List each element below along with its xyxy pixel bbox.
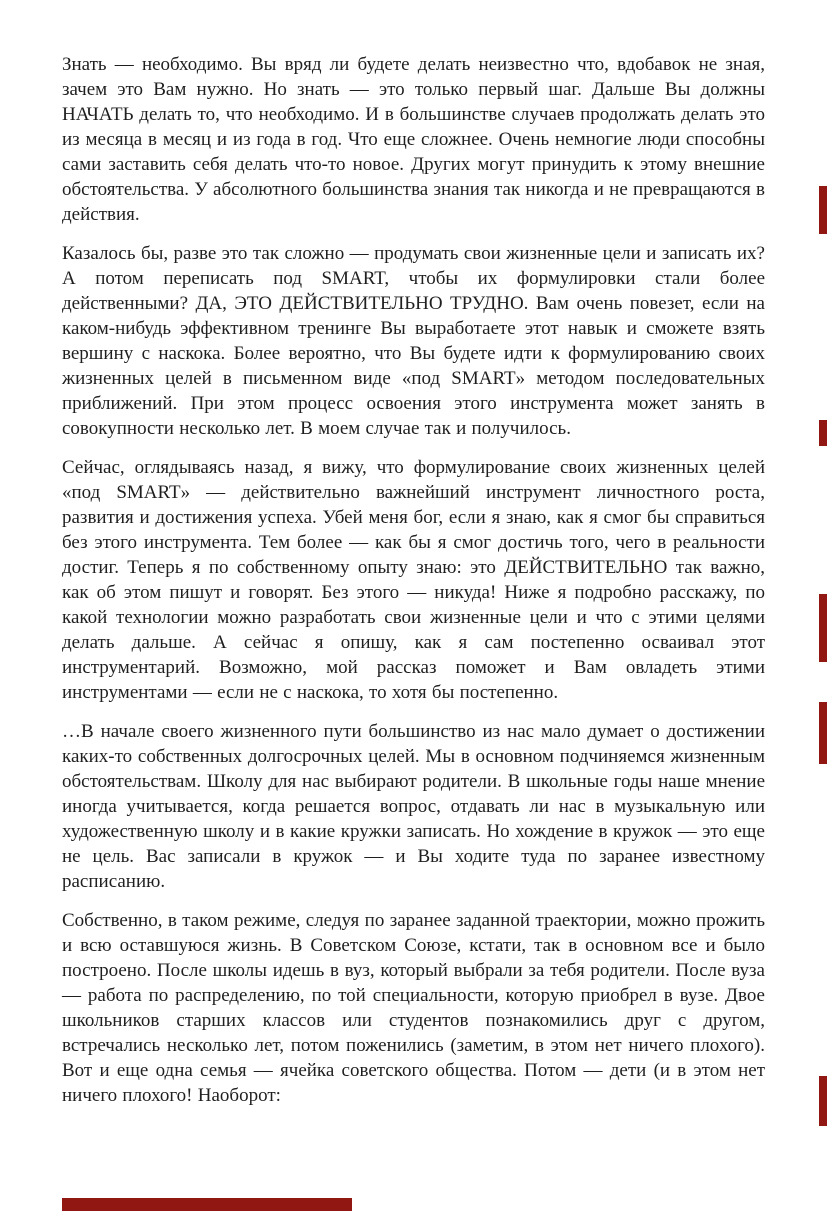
scan-mark-right-4: [819, 702, 827, 764]
text-block: [62, 52, 765, 1108]
scan-mark-right-2: [819, 420, 827, 446]
paragraph-3: Сейчас, оглядываясь назад, я вижу, что формулирование своих жизненных целей «под SMART» — действительно важнейший инструмент личностного роста, развития и достижения успеха. Убей меня бог, если я знаю, как я смог бы справиться без этого инструмента. Тем более — как бы я смог достичь того, чего в реальности достиг. Теперь я по собственному опыту знаю: это ДЕЙСТВИТЕЛЬНО так важно, как об этом пишут и говорят. Без этого — никуда! Ниже я подробно расскажу, по какой технологии можно разработать свои жизненные цели и что с этими целями делать дальше. А сейчас я опишу, как я сам постепенно осваивал этот инструментарий. Возможно, мой рассказ поможет и Вам овладеть этими инструментами — если не с наскока, то хотя бы постепенно.: [62, 457, 765, 703]
scan-mark-bottom: [62, 1198, 352, 1211]
scan-mark-right-3: [819, 594, 827, 662]
paragraph-2: Казалось бы, разве это так сложно — продумать свои жизненные цели и записать их? А потом переписать под SMART, чтобы их формулировки стали более действенными? ДА, ЭТО ДЕЙСТВИТЕЛЬНО ТРУДНО. Вам очень повезет, если на каком-нибудь эффективном тренинге Вы выработаете этот навык и сможете взять вершину с наскока. Более вероятно, что Вы будете идти к формулированию своих жизненных целей в письменном виде «под SMART» методом последовательных приближений. При этом процесс освоения этого инструмента может занять в совокупности несколько лет. В моем случае так и получилось.: [62, 243, 765, 439]
scan-mark-right-1: [819, 186, 827, 234]
paragraph-4: …В начале своего жизненного пути большинство из нас мало думает о достижении каких-то собственных долгосрочных целей. Мы в основном подчиняемся жизненным обстоятельствам. Школу для нас выбирают родители. В школьные годы наше мнение иногда учитывается, когда решается вопрос, отдавать ли нас в музыкальную или художественную школу и в какие кружки записать. Но хождение в кружок — это еще не цель. Вас записали в кружок — и Вы ходите туда по заранее известному расписанию.: [62, 721, 765, 892]
paragraph-1: Знать — необходимо. Вы вряд ли будете делать неизвестно что, вдобавок не зная, зачем это Вам нужно. Но знать — это только первый шаг. Дальше Вы должны НАЧАТЬ делать то, что необходимо. И в большинстве случаев продолжать делать это из месяца в месяц и из года в год. Что еще сложнее. Очень немногие люди способны сами заставить себя делать что-то новое. Других могут принудить к этому внешние обстоятельства. У абсолютного большинства знания так никогда и не превращаются в действия.: [62, 54, 765, 225]
scan-mark-right-5: [819, 1076, 827, 1126]
paragraph-5: Собственно, в таком режиме, следуя по заранее заданной траектории, можно прожить и всю оставшуюся жизнь. В Советском Союзе, кстати, так в основном все и было построено. После школы идешь в вуз, который выбрали за тебя родители. После вуза — работа по распределению, по той специальности, которую приобрел в вузе. Двое школьников старших классов или студентов познакомились друг с другом, встречались несколько лет, потом поженились (заметим, в этом нет ничего плохого). Вот и еще одна семья — ячейка советского общества. Потом — дети (и в этом нет ничего плохого! Наоборот:: [62, 910, 765, 1106]
